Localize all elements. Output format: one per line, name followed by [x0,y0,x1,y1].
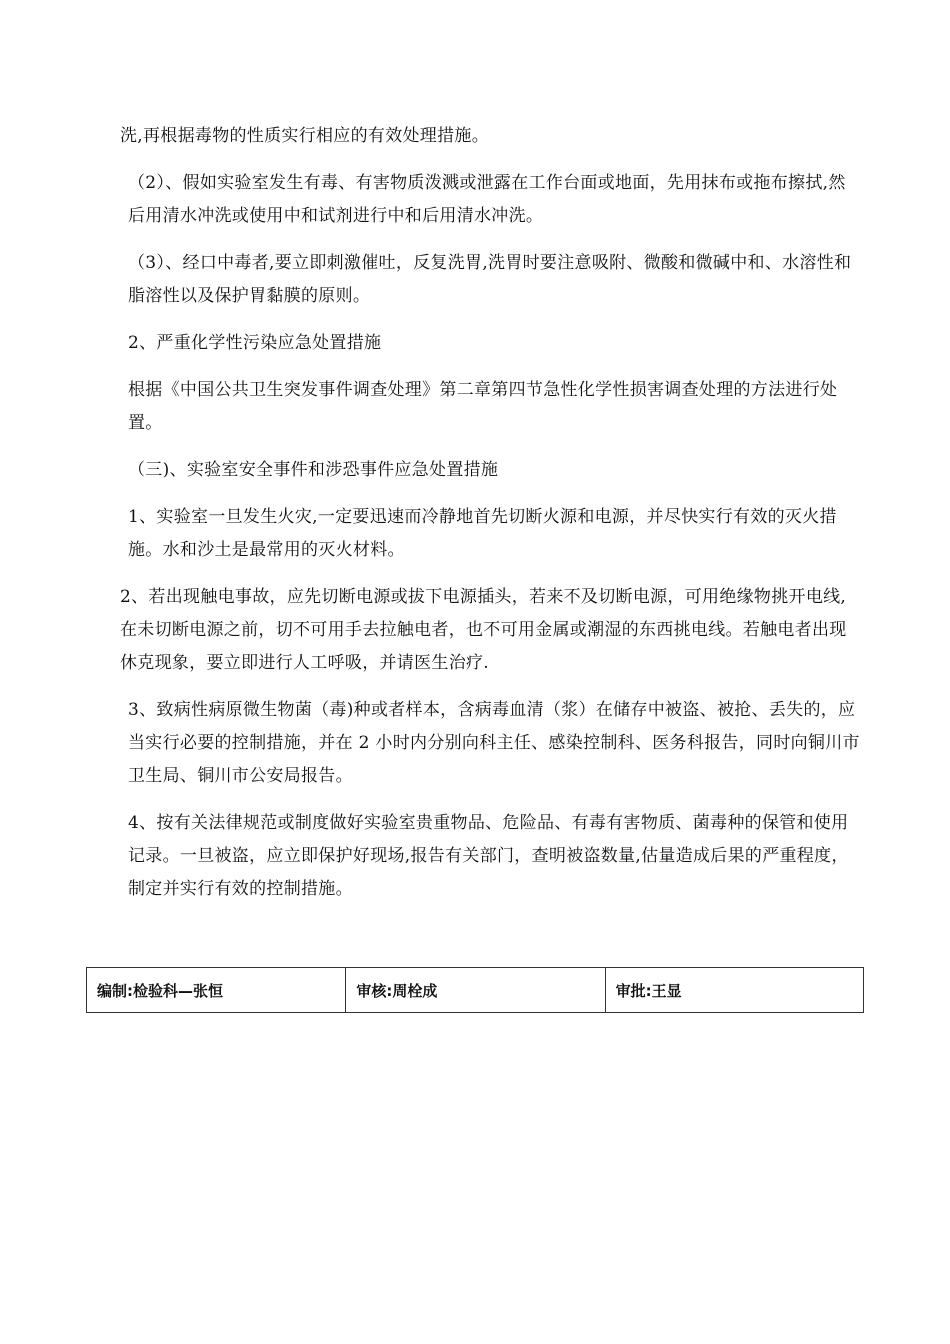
document-body [120,120,862,920]
paragraph-chemical-pollution: 根据《中国公共卫生突发事件调查处理》第二章第四节急性化学性损害调查处理的方法进行处置。 [128,380,838,433]
reviewed-by-cell: 审核:周栓成 [346,968,605,1013]
paragraph-records: 4、按有关法律规范或制度做好实验室贵重物品、危险品、有毒有害物质、菌毒种的保管和使用记录。一旦被盗，应立即保护好现场,报告有关部门，查明被盗数量,估量造成后果的严重程度，制定并实行有效的控制措施。 [128,813,849,899]
section-heading-chemical-pollution: 2、严重化学性污染应急处置措施 [128,333,382,353]
paragraph-item-3: （3）、经口中毒者,要立即刺激催吐，反复洗胃,洗胃时要注意吸附、微酸和微碱中和、水溶性和脂溶性以及保护胃黏膜的原则。 [128,253,852,306]
paragraph-pathogen-theft: 3、致病性病原微生物菌（毒)种或者样本，含病毒血清（浆）在储存中被盗、被抢、丢失的，应当实行必要的控制措施，并在 2 小时内分别向科主任、感染控制科、医务科报告，同时向铜川市卫生局、铜川市公安局报告。 [128,700,860,786]
compiled-by-cell: 编制:检验科—张恒 [87,968,346,1013]
section-heading-safety-events: （三)、实验室安全事件和涉恐事件应急处置措施 [128,460,499,480]
signoff-row [87,968,864,1013]
paragraph-fire: 1、实验室一旦发生火灾,一定要迅速而冷静地首先切断火源和电源，并尽快实行有效的灭火措施。水和沙土是最常用的灭火材料。 [128,507,837,560]
paragraph-electric-shock: 2、若出现触电事故，应先切断电源或拔下电源插头，若来不及切断电源，可用绝缘物挑开电线,在未切断电源之前，切不可用手去拉触电者，也不可用金属或潮湿的东西挑电线。若触电者出现休克现象，要立即进行人工呼吸，并请医生治疗. [120,587,847,673]
paragraph-item-2: （2）、假如实验室发生有毒、有害物质泼溅或泄露在工作台面或地面，先用抹布或拖布擦拭,然后用清水冲洗或使用中和试剂进行中和后用清水冲洗。 [128,173,846,226]
approved-by-cell: 审批:王显 [605,968,863,1013]
signoff-table [86,967,864,1013]
paragraph-continuation: 洗,再根据毒物的性质实行相应的有效处理措施。 [120,126,490,146]
